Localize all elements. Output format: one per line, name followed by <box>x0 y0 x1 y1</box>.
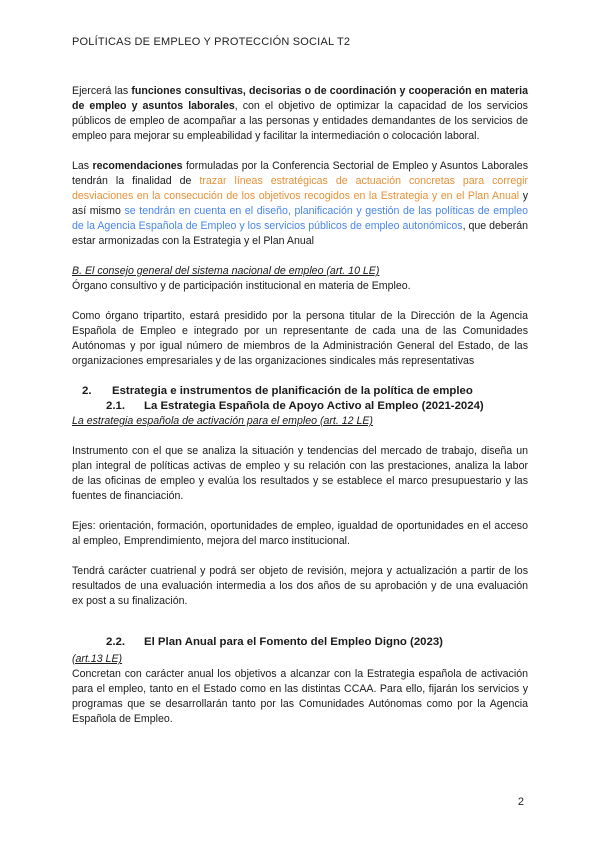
highlight-blue: se tendrán en cuenta en el diseño, planificación y gestión de las políticas de empleo de la Agencia Española de Empleo y los servicios públicos de empleo autonómicos <box>72 205 528 232</box>
page-number: 2 <box>517 796 524 808</box>
highlight-orange: trazar líneas estratégicas de actuación concretas para corregir desviaciones en la consecución de los objetivos recogidos en la Estrategia y en el Plan Anual <box>72 175 528 202</box>
paragraph-organo-tripartito: Como órgano tripartito, estará presidido por la persona titular de la Dirección de la Agencia Española de Empleo e integrado por un representante de cada una de las Comunidades Autónomas y por igual número de miembros de la Administración General del Estado, de las organizaciones empresariales y de las organizaciones sindicales más representativas <box>72 310 528 367</box>
section-title: El Plan Anual para el Fomento del Empleo Digno (2023) <box>144 636 443 648</box>
paragraph-organo-consultivo: Órgano consultivo y de participación institucional en materia de Empleo. <box>72 280 411 292</box>
bold-functions: funciones consultivas, decisorias o de coordinación y cooperación en materia de empleo y asuntos laborales <box>72 85 528 112</box>
paragraph-functions: Ejercerá las funciones consultivas, decisorias o de coordinación y cooperación en materia de empleo y asuntos laborales, con el objetivo de optimizar la capacidad de los servicios públicos de empleo de acompañar a las personas y entidades demandantes de los servicios de empleo para mejorar su empleabilidad y facilitar la intermediación o colocación laboral. <box>72 85 528 142</box>
paragraph-plan-anual: Concretan con carácter anual los objetivos a alcanzar con la Estrategia española de activación para el empleo, tanto en el Estado como en las distintas CCAA. Para ello, fijarán los servicios y programas que se desarrollarán tanto por las Comunidades Autónomas como por la Agencia Española de Empleo. <box>72 668 528 725</box>
section-title: Estrategia e instrumentos de planificación de la política de empleo <box>112 385 473 397</box>
subheading-estrategia: La estrategia española de activación para el empleo (art. 12 LE) <box>72 415 373 427</box>
section-number: 2. <box>82 385 92 397</box>
paragraph-ejes: Ejes: orientación, formación, oportunidades de empleo, igualdad de oportunidades en el acceso al empleo, Emprendimiento, mejora del marco institucional. <box>72 520 528 547</box>
paragraph-cuatrienal: Tendrá carácter cuatrienal y podrá ser objeto de revisión, mejora y actualización a partir de los resultados de una evaluación intermedia a los dos años de su aprobación y de una evaluación ex post a su finalización. <box>72 565 528 607</box>
subheading-art13: (art.13 LE) <box>72 653 123 665</box>
paragraph-recommendations: Las recomendaciones formuladas por la Conferencia Sectorial de Empleo y Asuntos Laborales tendrán la finalidad de trazar líneas estratégicas de actuación concretas para corregir desviaciones en la consecución de los objetivos recogidos en la Estrategia y en el Plan Anual y así mismo se tendrán en cuenta en el diseño, planificación y gestión de las políticas de empleo de la Agencia Española de Empleo y los servicios públicos de empleo autonómicos, que deberán estar armonizadas con la Estrategia y el Plan Anual <box>72 160 529 247</box>
bold-recommendations: recomendaciones <box>92 160 183 172</box>
page-body <box>72 84 528 742</box>
paragraph-instrumento: Instrumento con el que se analiza la situación y tendencias del mercado de trabajo, diseña un plan integral de políticas activas de empleo y su relación con las prestaciones, analiza la labor de las oficinas de empleo y evalúa los resultados y se establece el marco presupuestario y las fuentes de financiación. <box>72 445 528 502</box>
section-title: La Estrategia Española de Apoyo Activo al Empleo (2021-2024) <box>144 400 484 412</box>
section-heading-2 <box>72 384 528 399</box>
section-number: 2.2. <box>106 636 125 648</box>
running-header: POLÍTICAS DE EMPLEO Y PROTECCIÓN SOCIAL T2 <box>72 36 351 48</box>
section-number: 2.1. <box>106 400 125 412</box>
section-heading-2-1 <box>72 399 528 414</box>
subheading-consejo-general: B. El consejo general del sistema nacional de empleo (art. 10 LE) <box>72 265 380 277</box>
section-heading-2-2 <box>72 635 528 650</box>
